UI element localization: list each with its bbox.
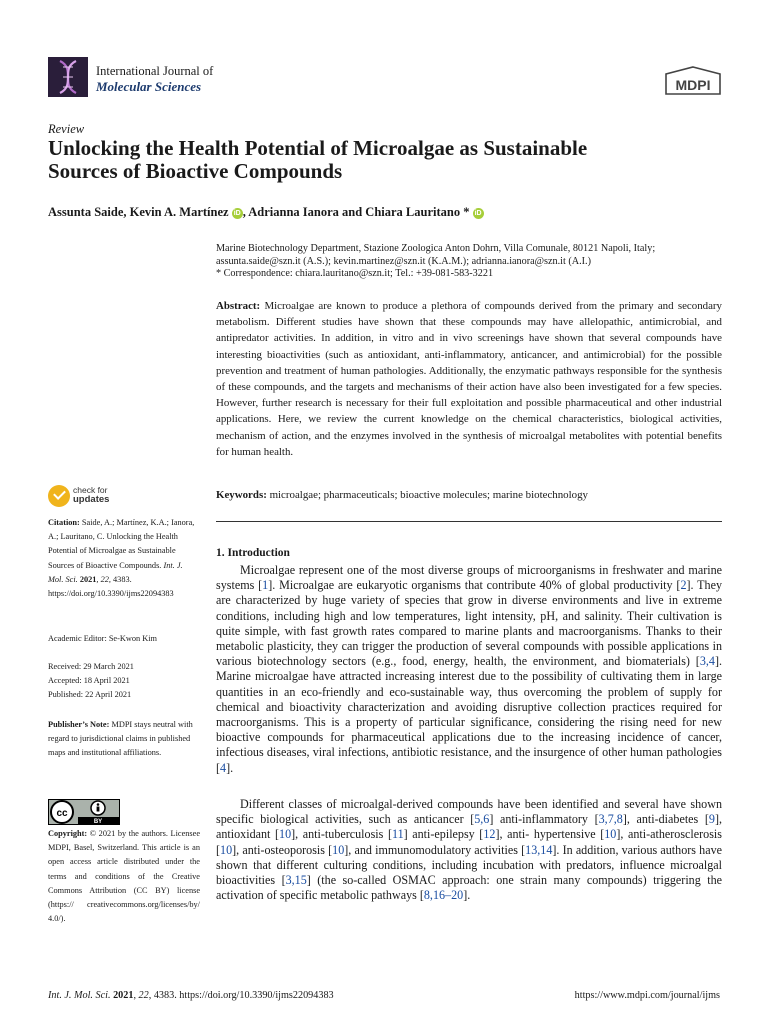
reference-link[interactable]: 10 [220,842,233,857]
check-updates-icon [48,485,70,507]
reference-link[interactable]: 3,4 [699,654,715,669]
article-title [48,137,728,183]
paragraph-text: ]. They are characterized by huge variety of species that grow in diverse environments and live in extreme conditions, including high and low temperatures, light intensity, pH, and salinity. Their cultivation is quite simple, with fast growth rates compared to marine plants and macroorganisms. Thanks to their metabolic plasticity, they can trigger the production of several compounds with possible applications in various biotechnology sectors (e.g., food, energy, health, the environment, and biomaterials) [ [216,578,722,669]
article-title-line2: Sources of Bioactive Compounds [48,159,343,183]
citation-label: Citation: [48,518,80,527]
intro-paragraph-2 [216,797,722,903]
reference-link[interactable]: 11 [391,827,404,842]
footer-journal-url[interactable]: https://www.mdpi.com/journal/ijms [574,990,720,1001]
copyright-label: Copyright: [48,829,88,838]
article-title-line1: Unlocking the Health Potential of Microalgae as Sustainable [48,136,588,160]
publication-dates [48,660,200,703]
paragraph-text: ]. Marine microalgae have attracted increasing interest due to the possibility of cultivating them in large quantities in an eco-friendly and eco-sustainable way, thus overcoming the problem of supply for chemical and bioactivity characterization and avoiding disruptive collection practices required for macroorganisms. This is a property of particular significance, considering the rising need for new bioactive compounds for pharmaceutical applications due to the increasing incidence of cancer, infectious diseases, viral infections, antibiotic resistance, and the insurgence of other human pathologies [ [216,654,722,775]
paragraph-text: ], anti-osteoporosis [ [232,842,333,857]
journal-name-line2: Molecular Sciences [96,79,202,94]
reference-link[interactable]: 12 [483,827,496,842]
orcid-icon[interactable]: iD [474,210,482,217]
orcid-icon[interactable]: iD [233,210,241,217]
check-updates-line2: updates [73,494,110,505]
reference-link[interactable]: 13,14 [525,842,553,857]
abstract [216,298,722,460]
check-updates-line1: check for [73,485,108,495]
affiliation-emails[interactable]: assunta.saide@szn.it (A.S.); kevin.martinez@szn.it (K.A.M.); adrianna.ianora@szn.it (A.I.) [216,255,591,267]
paragraph-text: ]. [463,888,471,903]
citation-volume: 22 [100,574,109,584]
paragraph-text: Microalgae represent one of the most diverse groups of microorganisms in freshwater and marine systems [ [216,563,722,593]
paragraph-text: ], anti-diabetes [ [622,812,709,827]
keywords-label: Keywords: [216,489,267,501]
check-for-updates-button[interactable] [48,485,158,511]
keywords [216,487,722,503]
paragraph-text: ], anti- hypertensive [ [495,827,605,842]
reference-link[interactable]: 3,15 [285,873,307,888]
reference-link[interactable]: 9 [708,812,715,827]
mdpi-logo-icon [664,66,722,96]
published-date: Published: 22 April 2021 [48,690,132,700]
correspondence: * Correspondence: chiara.lauritano@szn.it; Tel.: +39-081-583-3221 [216,268,494,280]
citation-doi[interactable]: 4383. https://doi.org/10.3390/ijms22094383 [48,574,174,599]
abstract-text: Microalgae are known to produce a plethora of compounds derived from the primary and secondary metabolism. Different studies have shown that these compounds may have allelopathic, antimicrobial, and antipredator activities. In addition, in vitro and in vivo screenings have shown that several compounds have interesting bioactivities (such as antioxidant, anti-inflammatory, anticancer, and antimicrobial) for the possible prevention and treatment of human pathologies. Additionally, the enzymatic pathways responsible for the synthesis of these compounds, and the targets and mechanisms of their action have also been investigated for a few species. However, further research is necessary for their full exploitation and possible pharmaceutical and other industrial applications. Here, we review the current knowledge on the chemical characteristics, biological activities, mechanism of action, and the enzymes involved in the synthesis of microalgal metabolites with potential benefits for human health. [216,300,722,458]
journal-name [96,63,213,95]
reference-link[interactable]: 5,6 [474,812,490,827]
footer-citation: Int. J. Mol. Sci. 2021, 22, 4383. https://doi.org/10.3390/ijms22094383 [48,990,334,1001]
check-updates-text [73,486,109,504]
publisher-note-label: Publisher’s Note: [48,720,110,729]
keywords-text: microalgae; pharmaceuticals; bioactive molecules; marine biotechnology [269,489,588,501]
reference-link[interactable]: 8,16–20 [423,888,464,903]
accepted-date: Accepted: 18 April 2021 [48,676,130,686]
copyright-text: © 2021 by the authors. Licensee MDPI, Basel, Switzerland. This article is an open access article distributed under the terms and conditions of the Creative Commons Attribution (CC BY) license (https:// creativecommons.org/licenses/by/ 4.0/). [48,829,201,924]
academic-editor: Academic Editor: Se-Kwon Kim [48,634,157,643]
paragraph-text: ]. Microalgae are eukaryotic organisms that contribute 40% of global productivity [ [268,578,681,593]
paragraph-text: ], anti-tuberculosis [ [291,827,392,842]
reference-link[interactable]: 2 [680,578,687,593]
paragraph-text: ], antioxidant [ [216,812,722,842]
received-date: Received: 29 March 2021 [48,662,134,671]
journal-name-line1: International Journal of [96,64,214,78]
abstract-label: Abstract: [216,300,261,312]
paragraph-text: ]. [226,760,234,775]
paragraph-text: Different classes of microalgal-derived compounds have been identified and several have shown specific biological activities, such as anticancer [ [216,797,722,827]
section-divider [216,521,722,522]
reference-link[interactable]: 3,7,8 [598,812,623,827]
paragraph-text: ]. In addition, various authors have shown that different culturing conditions, including incubation with predators, influence microalgal bioactivities [ [216,842,722,888]
paragraph-text: ] anti-epilepsy [ [403,827,484,842]
journal-logo-icon [48,57,88,97]
publisher-note [48,718,200,761]
footer-journal: Int. J. Mol. Sci. [48,990,111,1001]
paragraph-text: ], anti-atherosclerosis [ [216,827,722,857]
publisher-name: MDPI [675,77,711,93]
cc-label: BY [93,819,103,825]
footer-volume: 22 [138,990,149,1001]
authors-part1: Assunta Saide, Kevin A. Martínez [48,205,229,219]
citation-year: 2021 [79,574,97,584]
paragraph-text: ], and immunomodulatory activities [ [344,842,526,857]
footer-year: 2021 [113,990,134,1001]
citation-block: Citation: Saide, A.; Martínez, K.A.; Ianora, A.; Lauritano, C. Unlocking the Health Potential of Microalgae as Sustainable Sources of Bioactive Compounds. Int. J. Mol. Sci. 2021, 22, 4383. https://doi.org/10.3390/ijms22094383 [48,518,195,599]
cc-by-license-icon[interactable] [48,799,120,825]
author-list [48,205,728,220]
citation-text: Saide, A.; Martínez, K.A.; Ianora, A.; Lauritano, C. Unlocking the Health Potential of Microalgae as Sustainable Sources of Bioactive Compounds. [48,518,195,570]
footer-doi[interactable]: , 4383. https://doi.org/10.3390/ijms22094383 [148,990,334,1001]
copyright-block [48,827,200,926]
paragraph-text: ] anti-inflammatory [ [489,812,599,827]
publisher-note-text: MDPI stays neutral with regard to jurisdictional claims in published maps and institutional affiliations. [48,720,193,758]
affiliation [216,243,726,281]
reference-link[interactable]: 10 [604,827,617,842]
intro-paragraph-1 [216,563,722,776]
reference-link[interactable]: 10 [332,842,345,857]
reference-link[interactable]: 10 [279,827,292,842]
section-heading: 1. Introduction [216,547,290,559]
paragraph-text: ] (the so-called OSMAC approach: one strain many compounds) triggering the activation of specific metabolic pathways [ [216,873,723,903]
reference-link[interactable]: 1 [262,578,269,593]
svg-text:cc: cc [56,808,68,819]
article-type: Review [48,122,85,136]
affiliation-line1: Marine Biotechnology Department, Stazione Zoologica Anton Dohrn, Villa Comunale, 80121 Napoli, Italy; [216,243,656,254]
reference-link[interactable]: 4 [220,760,227,775]
citation-journal: Int. J. Mol. Sci. [48,560,183,584]
authors-part2: , Adrianna Ianora and Chiara Lauritano * [242,205,470,219]
